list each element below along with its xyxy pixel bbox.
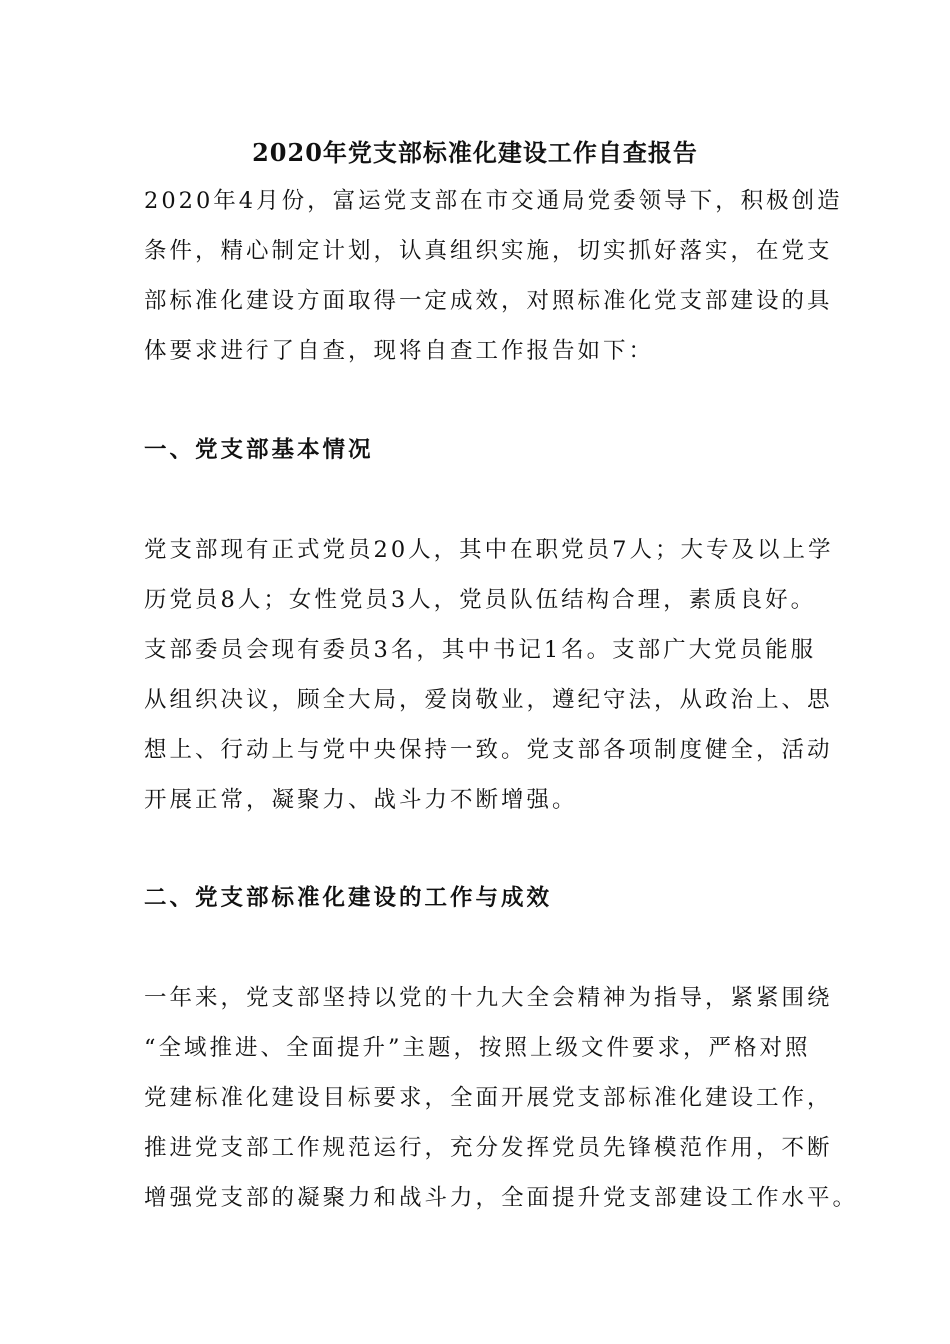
section1-paragraph	[144, 525, 834, 825]
text-line: 历党员8人；女性党员3人，党员队伍结构合理，素质良好。	[144, 587, 817, 613]
text-line: 推进党支部工作规范运行，充分发挥党员先锋模范作用，不断	[144, 1135, 833, 1161]
text-line: 体要求进行了自查，现将自查工作报告如下：	[144, 338, 655, 364]
text-line: 条件，精心制定计划，认真组织实施，切实抓好落实，在党支	[144, 238, 833, 264]
section-heading-basic-info: 一、党支部基本情况	[144, 437, 374, 463]
text-line: 一年来，党支部坚持以党的十九大全会精神为指导，紧紧围绕	[144, 985, 833, 1011]
text-line: 支部委员会现有委员3名，其中书记1名。支部广大党员能服	[144, 637, 817, 663]
text-line: 开展正常，凝聚力、战斗力不断增强。	[144, 787, 578, 813]
text-line: 2020年4月份，富运党支部在市交通局党委领导下，积极创造	[144, 188, 843, 214]
text-line: 增强党支部的凝聚力和战斗力，全面提升党支部建设工作水平。	[144, 1185, 859, 1211]
text-line: 想上、行动上与党中央保持一致。党支部各项制度健全，活动	[144, 737, 833, 763]
text-line: 部标准化建设方面取得一定成效，对照标准化党支部建设的具	[144, 288, 833, 314]
section-heading-work-results: 二、党支部标准化建设的工作与成效	[144, 885, 553, 911]
text-line: “全域推进、全面提升”主题，按照上级文件要求，严格对照	[144, 1035, 811, 1061]
document-title: 2020年党支部标准化建设工作自查报告	[252, 138, 698, 167]
text-line: 从组织决议，顾全大局，爱岗敬业，遵纪守法，从政治上、思	[144, 687, 833, 713]
text-line: 党支部现有正式党员20人，其中在职党员7人；大专及以上学	[144, 537, 834, 563]
section2-paragraph	[144, 973, 859, 1223]
text-line: 党建标准化建设目标要求，全面开展党支部标准化建设工作，	[144, 1085, 833, 1111]
intro-paragraph	[144, 176, 843, 376]
